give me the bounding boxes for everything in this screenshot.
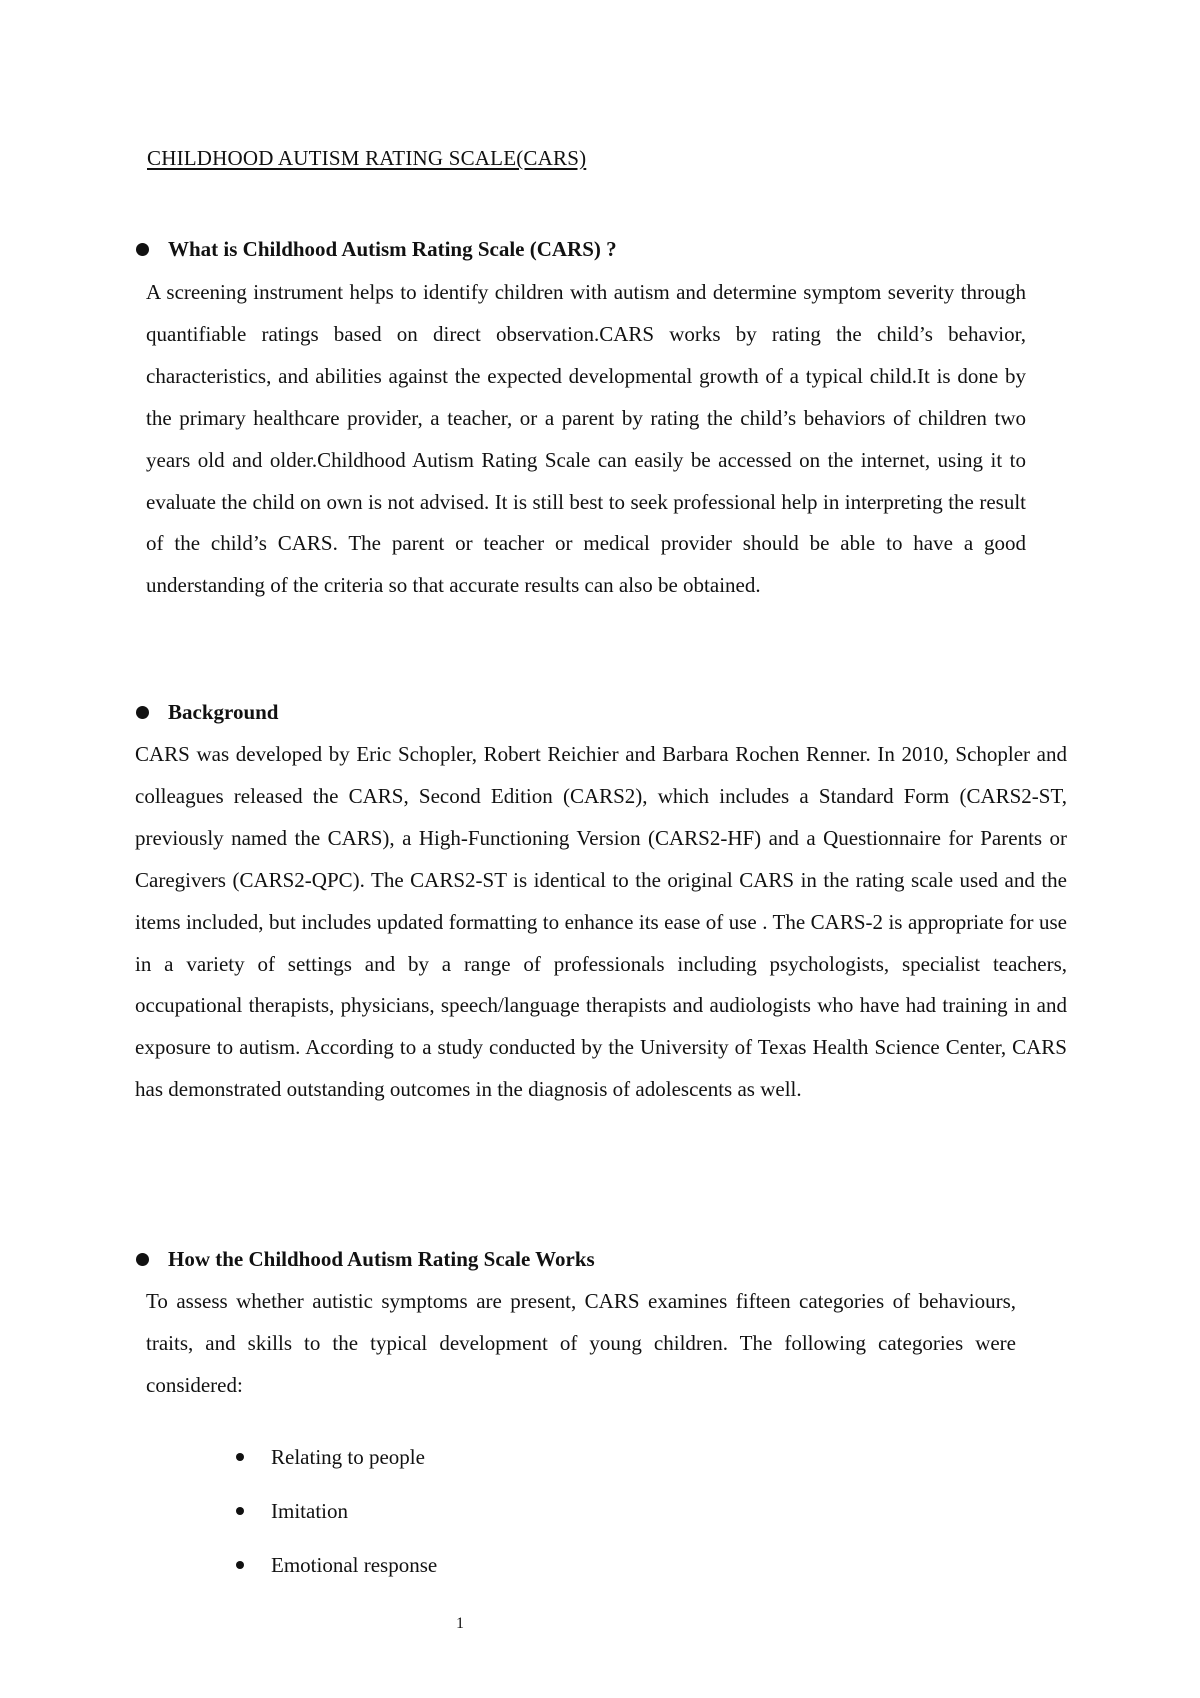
bullet-icon — [236, 1507, 244, 1515]
section-heading-background — [136, 697, 279, 727]
list-item-label: Imitation — [271, 1498, 348, 1523]
section-heading-text: Background — [168, 699, 279, 724]
section-heading-how-it-works — [136, 1244, 595, 1274]
list-item — [236, 1538, 437, 1592]
bullet-icon — [136, 243, 149, 256]
document-title: CHILDHOOD AUTISM RATING SCALE(CARS) — [147, 146, 587, 170]
page-number: 1 — [456, 1615, 464, 1632]
category-list — [236, 1430, 437, 1592]
bullet-icon — [136, 1253, 149, 1266]
section-heading-text: How the Childhood Autism Rating Scale Works — [168, 1246, 595, 1271]
section-paragraph-background: CARS was developed by Eric Schopler, Robert Reichier and Barbara Rochen Renner. In 2010, Schopler and colleagues released the CARS, Second Edition (CARS2), which includes a Standard Form (CARS2-ST, previously named the CARS), a High-Functioning Version (CARS2-HF) and a Questionnaire for Parents or Caregivers (CARS2-QPC). The CARS2-ST is identical to the original CARS in the rating scale used and the items included, but includes updated formatting to enhance its ease of use . The CARS-2 is appropriate for use in a variety of settings and by a range of professionals including psychologists, specialist teachers, occupational therapists, physicians, speech/language therapists and audiologists who have had training in and exposure to autism. According to a study conducted by the University of Texas Health Science Center, CARS has demonstrated outstanding outcomes in the diagnosis of adolescents as well. — [135, 742, 1067, 1102]
list-item — [236, 1484, 437, 1538]
list-item-label: Emotional response — [271, 1552, 438, 1577]
section-heading-text: What is Childhood Autism Rating Scale (CARS) ? — [168, 236, 617, 261]
bullet-icon — [136, 706, 149, 719]
section-paragraph-what-is-cars: A screening instrument helps to identify children with autism and determine symptom severity through quantifiable ratings based on direct observation.CARS works by rating the child’s behavior, characteristics, and abilities against the expected developmental growth of a typical child.It is done by the primary healthcare provider, a teacher, or a parent by rating the child’s behaviors of children two years old and older.Childhood Autism Rating Scale can easily be accessed on the internet, using it to evaluate the child on own is not advised. It is still best to seek professional help in interpreting the result of the child’s CARS. The parent or teacher or medical provider should be able to have a good understanding of the criteria so that accurate results can also be obtained. — [146, 280, 1026, 598]
list-item-label: Relating to people — [271, 1444, 425, 1469]
list-item — [236, 1430, 437, 1484]
section-heading-what-is-cars — [136, 234, 617, 264]
bullet-icon — [236, 1561, 244, 1569]
section-paragraph-how-it-works: To assess whether autistic symptoms are present, CARS examines fifteen categories of behaviours, traits, and skills to the typical development of young children. The following categories were considered: — [146, 1289, 1016, 1397]
bullet-icon — [236, 1453, 244, 1461]
